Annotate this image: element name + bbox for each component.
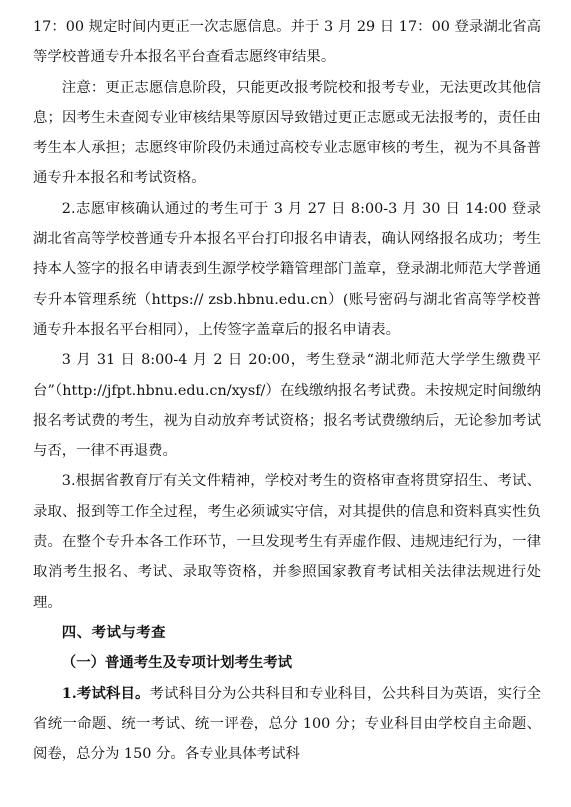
paragraph-volunteer-correction: 17：00 规定时间内更正一次志愿信息。并于 3 月 29 日 17：00 登录湖北省高等学校普通专升本报名平台查看志愿终审结果。	[33, 19, 541, 66]
paragraph-item-3: 3.根据省教育厅有关文件精神，学校对考生的资格审查将贯穿招生、考试、录取、报到等工作全过程，考生必须诚实守信，对其提供的信息和资料真实性负责。在整个专升本各工作环节，一旦发现考生有弄虚作假、违规违纪行为，一律取消考生报名、考试、录取等资格，并参照国家教育考试相关法律法规进行处理。	[33, 473, 541, 611]
section-heading: 四、考试与考查	[61, 624, 167, 641]
paragraph-item-2: 2.志愿审核确认通过的考生可于 3 月 27 日 8:00-3 月 30 日 14:00 登录湖北省高等学校普通专升本报名平台打印报名申请表，确认网络报名成功；考生持本人签字的报名申请表到生源学校学籍管理部门盖章，登录湖北师范大学普通专升本管理系统（https:// zsb.hbnu.edu.cn）(账号密码与湖北省高等学校普通专升本报名平台相同），上传签字盖章后的报名申请表。	[33, 200, 541, 338]
exam-subjects-lead: 1.考试科目。	[61, 684, 150, 702]
paragraph-exam-subjects	[33, 679, 541, 770]
subsection-heading: （一）普通考生及专项计划考生考试	[61, 654, 293, 672]
paragraph-fee-payment: 3 月 31 日 8:00-4 月 2 日 20:00，考生登录“湖北师范大学学生缴费平台”（http://jfpt.hbnu.edu.cn/xysf/）在线缴纳报名考试费。未按规定时间缴纳报名考试费的考生，视为自动放弃考试资格；报名考试费缴纳后，无论参加考试与否，一律不再退费。	[33, 352, 541, 460]
exam-subjects-body: 考试科目分为公共科目和专业科目，公共科目为英语，实行全省统一命题、统一考试、统一评卷，总分 100 分；专业科目由学校自主命题、阅卷，总分为 150 分。各专业具体考试科	[33, 685, 541, 763]
paragraph-notice: 注意：更正志愿信息阶段，只能更改报考院校和报考专业，无法更改其他信息；因考生未查阅专业审核结果等原因导致错过更正志愿或无法报考的，责任由考生本人承担；志愿终审阶段仍未通过高校专业志愿审核的考生，视为不具备普通专升本报名和考试资格。	[33, 79, 541, 187]
